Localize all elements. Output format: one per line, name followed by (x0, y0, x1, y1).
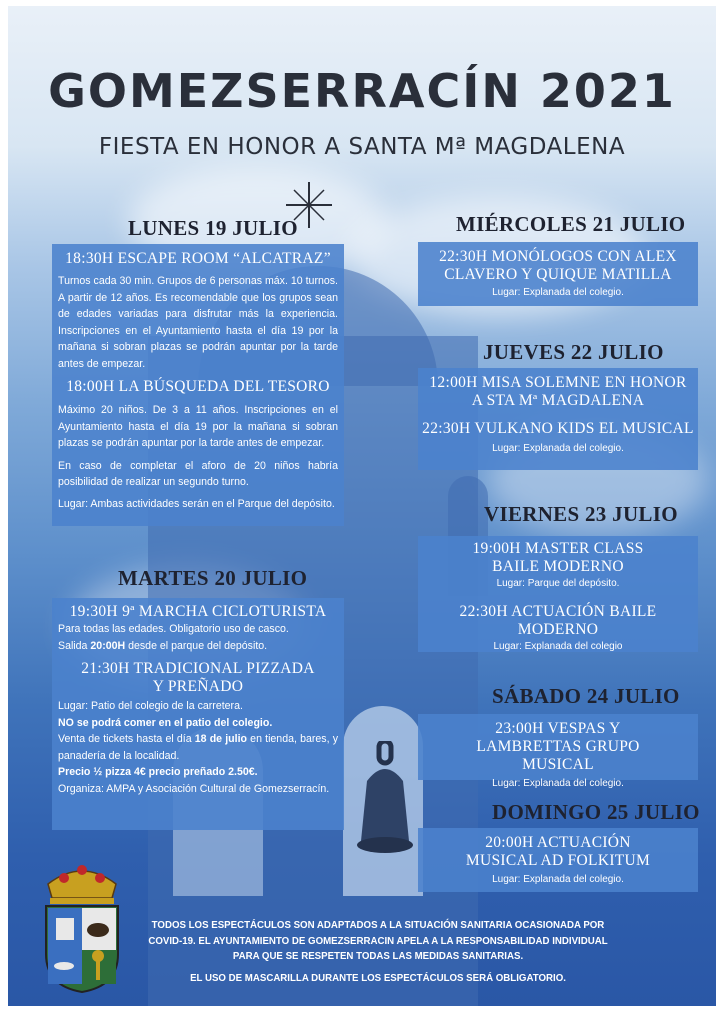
event-location: Lugar: Explanada del colegio (493, 641, 623, 652)
event-title: 22:30H ACTUACIÓN BAILE MODERNO (459, 603, 657, 638)
event-location: Lugar: Explanada del colegio. (492, 287, 624, 298)
event-description: Turnos cada 30 min. Grupos de 6 personas máx. 10 turnos. A partir de 12 años. Es recomendable que los grupos sean de edades variadas para disfrutar más la experiencia. Inscripciones en el Ayuntamiento hasta el día 19 por la mañana si sobran plazas se podrán apuntar por la tarde antes de empezar. (58, 275, 338, 370)
event-title: 23:00H VESPAS Y LAMBRETTAS GRUPO MUSICAL (476, 720, 640, 773)
day-heading-miercoles: MIÉRCOLES 21 JULIO (456, 212, 686, 236)
event-title: 22:30H MONÓLOGOS CON ALEX CLAVERO Y QUIQUE MATILLA (439, 248, 677, 283)
schedule-box-viernes (418, 536, 698, 652)
event-title: 20:00H ACTUACIÓN MUSICAL AD FOLKITUM (465, 834, 651, 869)
event-location: Lugar: Explanada del colegio. (492, 874, 624, 885)
event-description: Máximo 20 niños. De 3 a 11 años. Inscripciones en el Ayuntamiento hasta el día 19 por la mañana si sobran plazas se podrán apuntar por la tarde antes de empezar. (58, 404, 338, 449)
notice-text: EL USO DE MASCARILLA DURANTE LOS ESPECTÁCULOS SERÁ OBLIGATORIO. (190, 972, 566, 984)
event-title: 12:00H MISA SOLEMNE EN HONOR A STA Mª MAGDALENA (429, 374, 687, 409)
day-heading-viernes: VIERNES 23 JULIO (484, 502, 678, 526)
day-heading-martes: MARTES 20 JULIO (118, 566, 308, 590)
event-description: Para todas las edades. Obligatorio uso de casco. (58, 623, 289, 635)
schedule-box-domingo (418, 828, 698, 892)
event-description: En caso de completar el aforo de 20 niños habría posibilidad de realizar un segundo turno. (58, 459, 338, 488)
event-title: 18:30H ESCAPE ROOM “ALCATRAZ” (65, 250, 331, 267)
event-prices: Precio ½ pizza 4€ precio preñado 2.50€. (58, 766, 258, 778)
event-title: 18:00H LA BÚSQUEDA DEL TESORO (66, 378, 330, 395)
covid-notice (148, 918, 608, 986)
day-heading-lunes: LUNES 19 JULIO (128, 216, 298, 240)
event-location: Lugar: Ambas actividades serán en el Parque del depósito. (58, 497, 335, 510)
event-location: Lugar: Explanada del colegio. (492, 443, 624, 454)
notice-text: TODOS LOS ESPECTÁCULOS SON ADAPTADOS A LA SITUACIÓN SANITARIA OCASIONADA POR COVID-19. EL AYUNTAMIENTO DE GOMEZSERRACIN APELA A LA RESPONSABILIDAD INDIVIDUAL PARA QUE SE RESPETEN TODAS LAS MEDIDAS SANITARIAS. (148, 920, 608, 962)
page-title: GOMEZSERRACÍN 2021 (48, 64, 676, 118)
event-warning: NO se podrá comer en el patio del colegio. (58, 716, 273, 729)
schedule-box-jueves (418, 368, 698, 470)
bell-icon (353, 741, 417, 861)
event-description: Salida 20:00H desde el parque del depósito. (58, 639, 268, 652)
day-heading-jueves: JUEVES 22 JULIO (483, 340, 664, 364)
event-title: 22:30H VULKANO KIDS EL MUSICAL (422, 420, 694, 437)
event-location: Lugar: Explanada del colegio. (492, 778, 624, 789)
event-location: Lugar: Patio del colegio de la carretera. (58, 700, 243, 712)
page-subtitle: FIESTA EN HONOR A SANTA Mª MAGDALENA (98, 134, 626, 160)
schedule-box-miercoles (418, 242, 698, 306)
schedule-box-martes (52, 598, 344, 830)
event-organizer: Organiza: AMPA y Asociación Cultural de Gomezserracín. (58, 782, 330, 795)
coat-of-arms-icon (34, 854, 130, 994)
schedule-box-lunes (52, 244, 344, 526)
event-title: 21:30H TRADICIONAL PIZZADA Y PREÑADO (81, 660, 315, 695)
schedule-box-sabado (418, 714, 698, 789)
poster (8, 6, 716, 1006)
event-title: 19:30H 9ª MARCHA CICLOTURISTA (69, 603, 327, 620)
event-title: 19:00H MASTER CLASS BAILE MODERNO (472, 540, 644, 575)
day-heading-domingo: DOMINGO 25 JULIO (492, 800, 700, 824)
event-description: Venta de tickets hasta el día 18 de julio en tienda, bares, y panadería de la localidad. (58, 733, 338, 762)
event-location: Lugar: Parque del depósito. (496, 578, 620, 589)
day-heading-sabado: SÁBADO 24 JULIO (492, 684, 680, 708)
